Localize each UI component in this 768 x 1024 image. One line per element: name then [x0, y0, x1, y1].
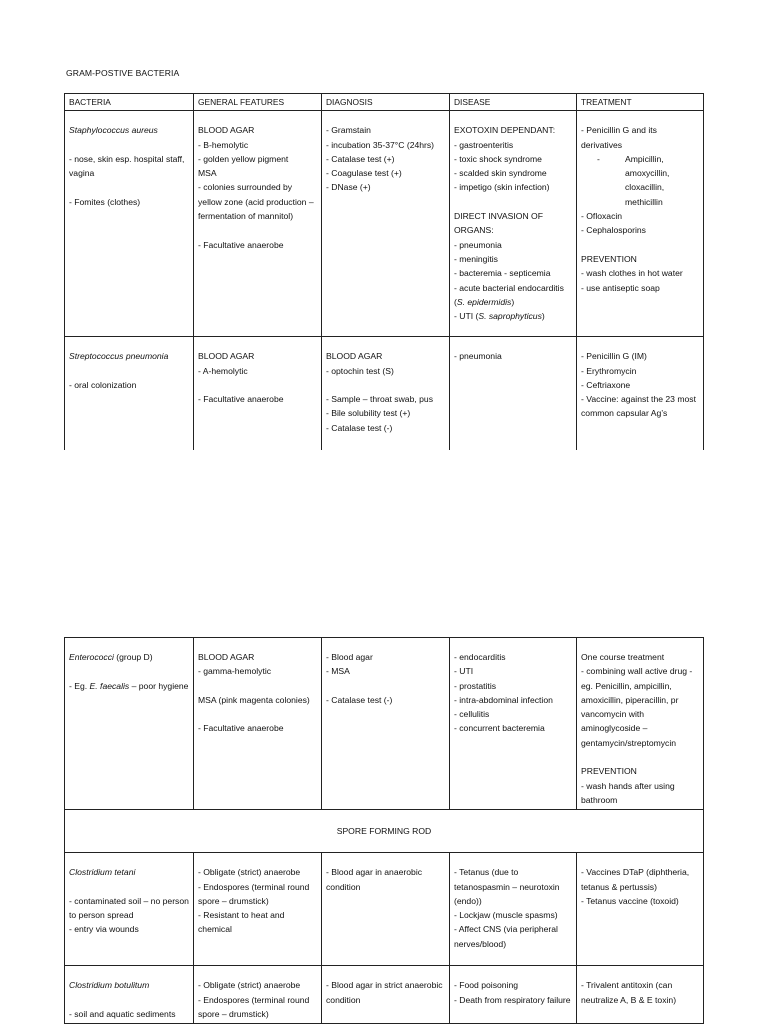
feature-line: MSA	[198, 168, 217, 179]
feature-line: - colonies surrounded by yellow zone (acid production – fermentation of mannitol)	[198, 182, 314, 222]
features-cell	[194, 853, 322, 966]
diagnosis-cell	[322, 638, 450, 810]
disease-line: - Tetanus (due to tetanospasmin – neurotoxin (endo))	[454, 867, 560, 906]
treatment-line: - Ofloxacin	[581, 211, 623, 222]
species-name: S. epidermidis	[456, 296, 512, 307]
disease-line: - Death from respiratory failure	[454, 994, 571, 1005]
bacteria-cell	[65, 111, 194, 337]
bacteria-name-line	[69, 650, 189, 664]
bacteria-table-page1	[64, 93, 704, 450]
bacteria-name: Enterococci	[69, 652, 114, 662]
bacteria-habitat: - nose, skin esp. hospital staff, vagina	[69, 153, 185, 179]
disease-line: - prostatitis	[454, 680, 497, 691]
feature-line: - Resistant to heat and chemical	[198, 910, 285, 935]
table-header-row	[65, 94, 704, 111]
bacteria-cell	[65, 337, 194, 450]
bacteria-cell	[65, 966, 194, 1024]
disease-line: - scalded skin syndrome	[454, 168, 547, 179]
treatment-cell	[577, 853, 704, 966]
diagnosis-cell	[322, 853, 450, 966]
features-cell	[194, 638, 322, 810]
diagnosis-line: - Bile solubility test (+)	[326, 408, 411, 419]
treatment-line: - Trivalent antitoxin (can neutralize A, B & E toxin)	[581, 980, 677, 1005]
bacteria-name: Staphylococcus aureus	[69, 125, 158, 136]
features-cell	[194, 111, 322, 337]
disease-cell	[450, 337, 577, 450]
disease-cell	[450, 853, 577, 966]
treatment-line: - Tetanus vaccine (toxoid)	[581, 895, 679, 906]
bacteria-name: Clostridium botulitum	[69, 980, 150, 991]
disease-line: - gastroenteritis	[454, 139, 514, 150]
diagnosis-line: - Catalase test (-)	[326, 422, 393, 433]
disease-line: - Food poisoning	[454, 980, 519, 991]
diagnosis-line: - Sample – throat swab, pus	[326, 394, 433, 405]
header-disease: DISEASE	[450, 94, 577, 111]
bacteria-group: (group D)	[113, 652, 153, 662]
diagnosis-line: - Blood agar	[326, 652, 373, 662]
feature-line: MSA (pink magenta colonies)	[198, 694, 310, 705]
diagnosis-cell	[322, 111, 450, 337]
feature-line: - Facultative anaerobe	[198, 239, 284, 250]
disease-line: - concurrent bacteremia	[454, 723, 545, 734]
bacteria-habitat: - soil and aquatic sediments	[69, 1008, 176, 1019]
disease-line: - bacteremia - septicemia	[454, 268, 551, 279]
treatment-cell	[577, 111, 704, 337]
disease-line	[454, 309, 572, 323]
table-row	[65, 337, 704, 450]
disease-text: - acute bacterial endocarditis (	[454, 282, 564, 307]
table-row	[65, 966, 704, 1024]
section-row	[65, 810, 704, 853]
disease-text: )	[511, 296, 515, 307]
bacteria-habitat: - Fomites (clothes)	[69, 196, 141, 207]
disease-line: DIRECT INVASION OF ORGANS:	[454, 211, 543, 236]
disease-line: - pneumonia	[454, 351, 502, 362]
feature-line: - Obligate (strict) anaerobe	[198, 980, 301, 991]
disease-cell	[450, 638, 577, 810]
bacteria-cell	[65, 853, 194, 966]
treatment-subitem	[581, 152, 699, 209]
habitat-text: – poor hygiene	[129, 680, 189, 691]
treatment-line: One course treatment	[581, 652, 665, 662]
habitat-text: - Eg.	[69, 680, 90, 691]
disease-line: - toxic shock syndrome	[454, 153, 542, 164]
treatment-line: - Penicillin G (IM)	[581, 351, 647, 362]
disease-line: - cellulitis	[454, 709, 490, 720]
treatment-line: - Erythromycin	[581, 365, 637, 376]
document-title: GRAM-POSTIVE BACTERIA	[66, 68, 180, 78]
feature-line: - golden yellow pigment	[198, 153, 289, 164]
disease-cell	[450, 966, 577, 1024]
treatment-line: - use antiseptic soap	[581, 282, 660, 293]
disease-line: EXOTOXIN DEPENDANT:	[454, 125, 556, 136]
diagnosis-line: - MSA	[326, 666, 350, 677]
feature-line: - Facultative anaerobe	[198, 394, 284, 405]
disease-line: - pneumonia	[454, 239, 502, 250]
species-name: E. faecalis	[89, 680, 130, 691]
disease-text: )	[541, 311, 545, 322]
treatment-line: - Cephalosporins	[581, 225, 646, 236]
feature-line: BLOOD AGAR	[198, 125, 255, 136]
treatment-line: - Vaccine: against the 23 most common capsular Ag’s	[581, 394, 696, 419]
bacteria-table-page2	[64, 637, 704, 1024]
feature-line: - Obligate (strict) anaerobe	[198, 867, 301, 878]
bacteria-habitat: - contaminated soil – no person to person spread	[69, 895, 189, 921]
section-label: SPORE FORMING ROD	[65, 810, 704, 853]
treatment-line: - wash hands after using bathroom	[581, 780, 675, 805]
treatment-line: - Penicillin G and its derivatives	[581, 125, 657, 150]
feature-line: - Endospores (terminal round spore – drumstick)	[198, 881, 310, 906]
table-row	[65, 111, 704, 337]
bacteria-habitat	[69, 679, 189, 693]
disease-line: - Lockjaw (muscle spasms)	[454, 910, 558, 921]
disease-line: - Affect CNS (via peripheral nerves/blood)	[454, 924, 558, 949]
features-cell	[194, 966, 322, 1024]
bacteria-cell	[65, 638, 194, 810]
diagnosis-line: - Catalase test (+)	[326, 153, 395, 164]
diagnosis-line: - Blood agar in anaerobic condition	[326, 867, 423, 892]
treatment-line: - combining wall active drug - eg. Penicillin, ampicillin, amoxicillin, piperacillin, pr vancomycin with aminoglycoside – gentamycin/streptomycin	[581, 666, 693, 748]
diagnosis-line: - optochin test (S)	[326, 365, 394, 376]
disease-line	[454, 281, 572, 310]
disease-line: - intra-abdominal infection	[454, 694, 553, 705]
bacteria-name: Streptococcus pneumonia	[69, 351, 169, 362]
feature-line: - B-hemolytic	[198, 139, 249, 150]
treatment-line: PREVENTION	[581, 253, 637, 264]
diagnosis-line: - Coagulase test (+)	[326, 168, 402, 179]
feature-line: BLOOD AGAR	[198, 652, 255, 662]
feature-line: - gamma-hemolytic	[198, 666, 272, 677]
feature-line: - Facultative anaerobe	[198, 723, 284, 734]
treatment-cell	[577, 638, 704, 810]
treatment-line: - Vaccines DTaP (diphtheria, tetanus & pertussis)	[581, 867, 690, 892]
header-diagnosis: DIAGNOSIS	[322, 94, 450, 111]
treatment-subitem-text: Ampicillin, amoxycillin, cloxacillin, methicillin	[625, 153, 670, 207]
diagnosis-line: BLOOD AGAR	[326, 351, 383, 362]
disease-line: - endocarditis	[454, 652, 506, 662]
header-bacteria: BACTERIA	[65, 94, 194, 111]
disease-line: - impetigo (skin infection)	[454, 182, 550, 193]
header-treatment: TREATMENT	[577, 94, 704, 111]
diagnosis-cell	[322, 966, 450, 1024]
diagnosis-line: - Catalase test (-)	[326, 694, 393, 705]
feature-line: BLOOD AGAR	[198, 351, 255, 362]
disease-line: - UTI	[454, 666, 474, 677]
treatment-line: - wash clothes in hot water	[581, 268, 683, 279]
table-row	[65, 638, 704, 810]
bacteria-habitat: - oral colonization	[69, 379, 137, 390]
feature-line: - A-hemolytic	[198, 365, 248, 376]
diagnosis-line: - Blood agar in strict anaerobic condition	[326, 980, 443, 1005]
treatment-cell	[577, 337, 704, 450]
dash-bullet: -	[597, 153, 600, 164]
bacteria-habitat: - entry via wounds	[69, 924, 139, 935]
treatment-cell	[577, 966, 704, 1024]
disease-text: - UTI (	[454, 311, 479, 322]
features-cell	[194, 337, 322, 450]
treatment-line: PREVENTION	[581, 766, 637, 777]
diagnosis-cell	[322, 337, 450, 450]
disease-line: - meningitis	[454, 253, 498, 264]
bacteria-name: Clostridium tetani	[69, 867, 136, 878]
species-name: S. saprophyticus	[478, 311, 542, 322]
treatment-line: - Ceftriaxone	[581, 379, 631, 390]
feature-line: - Endospores (terminal round spore – drumstick)	[198, 994, 310, 1019]
table-row	[65, 853, 704, 966]
diagnosis-line: - DNase (+)	[326, 182, 371, 193]
disease-cell	[450, 111, 577, 337]
header-general-features: GENERAL FEATURES	[194, 94, 322, 111]
diagnosis-line: - Gramstain	[326, 125, 371, 136]
diagnosis-line: - incubation 35-37°C (24hrs)	[326, 139, 435, 150]
